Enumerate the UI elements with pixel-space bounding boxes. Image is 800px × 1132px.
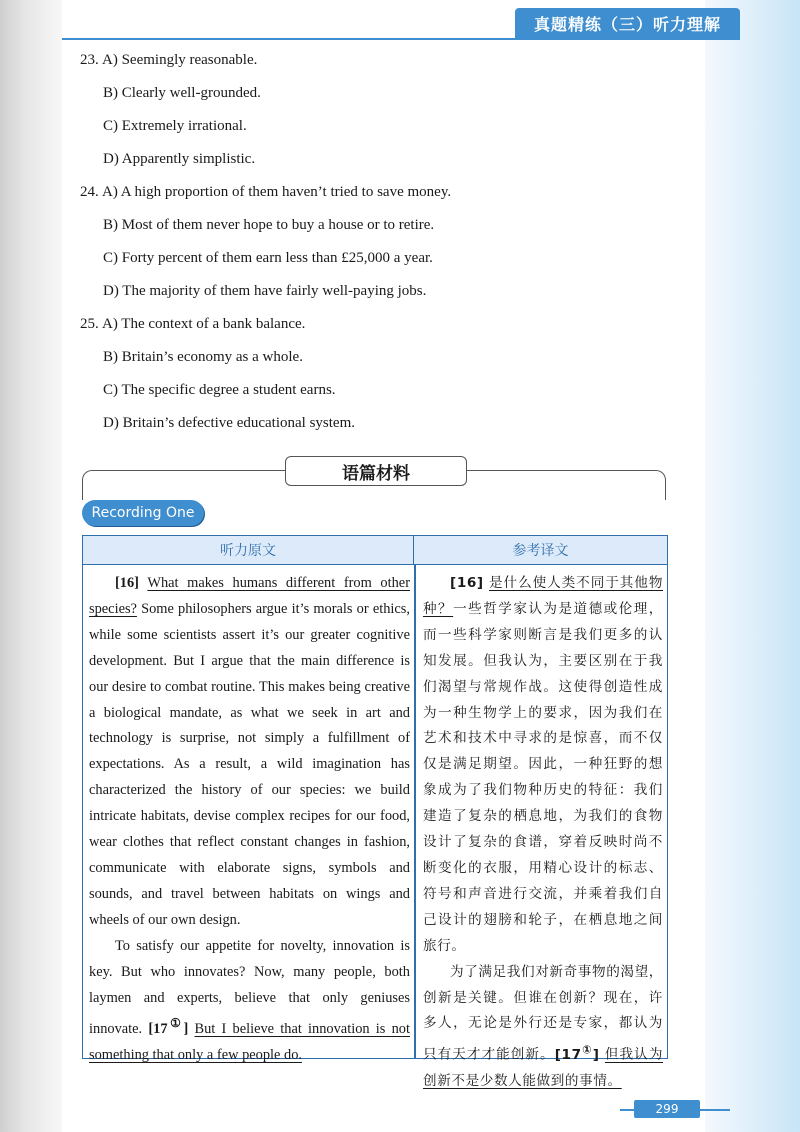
marker-17: [17①]: [148, 1016, 189, 1038]
question-24: 24. A) A high proportion of them haven’t tried to save money.: [80, 180, 680, 213]
key-sentence-16: 是什么使人类不同于其他物种？: [423, 575, 664, 617]
key-sentence-17: 但我认为创新不是少数人能做到的事情。: [423, 1046, 664, 1089]
table-header-row: [83, 536, 667, 565]
english-paragraph-1: [16] What makes humans different from other species? Some philosophers argue it’s morals or ethics, while some scientists assert it’s our greater cognitive development. But I argue that the main difference is our desire to combat routine. This makes being creative a biological mandate, as what we seek in art and technology is surprise, not simply a fulfillment of expectations. As a result, a wild imagination has characterized the history of our species: we build intricate habitats, devise complex recipes for our food, wear clothes that reflect constant changes in fashion, communicate with elaborate signs, symbols and sounds, and travel between habitats on wings and wheels of our own design.: [89, 575, 410, 928]
section-heading: [82, 454, 666, 494]
question-list: [80, 48, 680, 444]
marker-16: [16]: [115, 575, 139, 591]
marker-16: [16]: [450, 575, 484, 591]
page-number: 299: [634, 1100, 700, 1118]
option: A) A high proportion of them haven’t tried to save money.: [102, 184, 452, 200]
page-side-band: [705, 0, 800, 1132]
column-header-original: 听力原文: [83, 536, 414, 564]
chinese-paragraph-2: 为了满足我们对新奇事物的渴望，创新是关键。但谁在创新？现在，许多人，无论是外行还是专家，都认为只有天才才能创新。[17①] 但我认为创新不是少数人能做到的事情。: [423, 963, 664, 1089]
column-header-translation: 参考译文: [512, 543, 569, 559]
page-binding-shadow: [0, 0, 62, 1132]
english-transcript: [89, 571, 410, 1069]
option: A) Seemingly reasonable.: [102, 52, 258, 68]
header-rule: [62, 38, 740, 40]
key-sentence-16: What makes humans different from other species?: [89, 575, 410, 617]
recording-label: Recording One: [82, 500, 204, 526]
chinese-translation: [423, 571, 663, 1095]
chinese-paragraph-1: [16] 是什么使人类不同于其他物种？一些哲学家认为是道德或伦理，而一些科学家则断言是我们更多的认知发展。但我认为，主要区别在于我们渴望与常规作战。这使得创造性成为一种生物学上的要求，因为我们在艺术和技术中寻求的是惊喜，而不仅仅是满足期望。因此，一种狂野的想象成为了我们物种历史的特征：我们建造了复杂的栖息地，为我们的食物设计了复杂的食谱，穿着反映时尚不断变化的衣服，用精心设计的标志、符号和声音进行交流，并乘着我们自己设计的翅膀和轮子，在栖息地之间旅行。: [423, 575, 664, 954]
option: A) The context of a bank balance.: [102, 316, 306, 332]
option: D) Apparently simplistic.: [103, 151, 256, 167]
option: B) Britain’s economy as a whole.: [103, 349, 303, 365]
option: C) Forty percent of them earn less than £25,000 a year.: [103, 250, 433, 266]
option: C) The specific degree a student earns.: [103, 382, 336, 398]
option: B) Most of them never hope to buy a house or to retire.: [103, 217, 435, 233]
question-23: 23. A) Seemingly reasonable.: [80, 48, 680, 81]
chapter-header-tab: 真题精练（三）听力理解: [515, 8, 740, 38]
question-25: 25. A) The context of a bank balance.: [80, 312, 680, 345]
english-paragraph-2: To satisfy our appetite for novelty, innovation is key. But who innovates? Now, many people, both laymen and experts, believe that only geniuses innovate. [17①] But I believe that innovation is not something that only a few people do.: [89, 937, 410, 1064]
option: B) Clearly well-grounded.: [103, 85, 261, 101]
option: D) Britain’s defective educational system.: [103, 415, 356, 431]
key-sentence-17: But I believe that innovation is not something that only a few people do.: [89, 1021, 410, 1064]
option: D) The majority of them have fairly well-paying jobs.: [103, 283, 427, 299]
option: C) Extremely irrational.: [103, 118, 247, 134]
transcript-table: [82, 535, 668, 1089]
marker-17: [17①]: [554, 1042, 600, 1063]
section-title: 语篇材料: [285, 456, 467, 486]
column-divider: [414, 565, 416, 1058]
